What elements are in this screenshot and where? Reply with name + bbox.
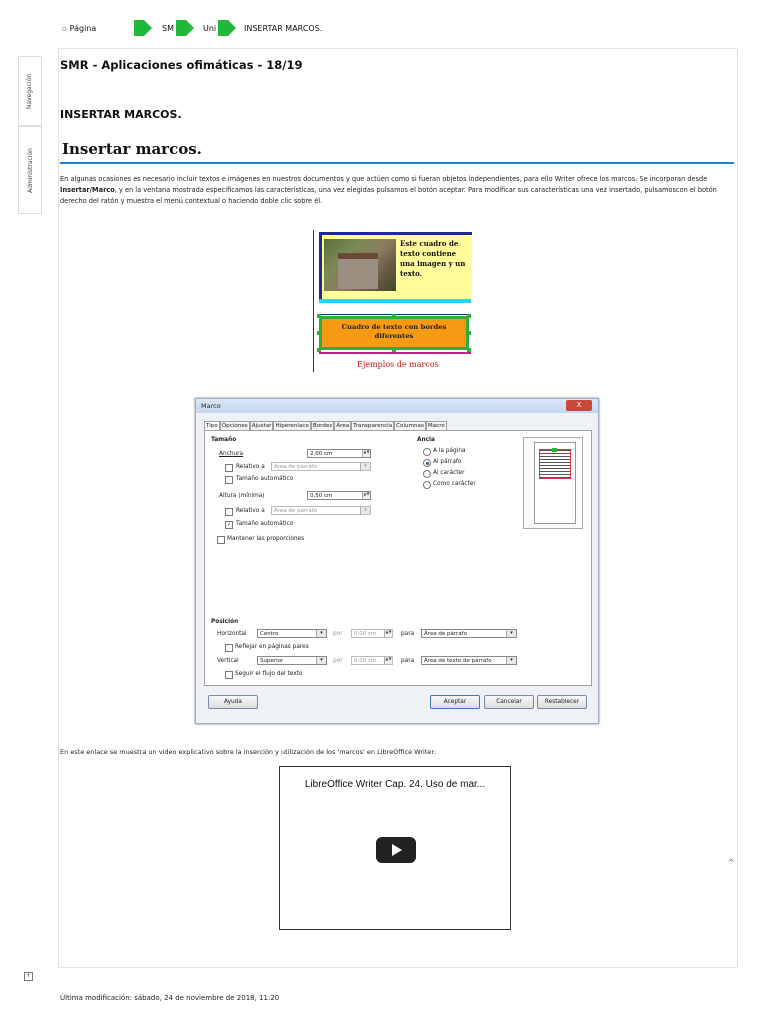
spinner-icon: ▲▼ xyxy=(362,450,370,457)
intro-text-2: , y en la ventana mostrada especificamos las características, una vez elegidas pulsamos el botón aceptar. Para modificar sus características una vez insertado, pulsamoscon el botón derecho del ratón y muestra el menú contextual o haciendo doble clic sobre él. xyxy=(60,186,717,205)
dialog-tab-ajustar: Ajustar xyxy=(251,423,272,429)
chevron-down-icon: ▾ xyxy=(360,507,370,514)
top-frame-text: Este cuadro de texto contiene una imagen y un texto. xyxy=(400,239,466,278)
relative2-select xyxy=(271,506,371,515)
tab-administracion-label: Administración xyxy=(26,147,34,193)
tab-navegacion[interactable] xyxy=(18,56,42,126)
frames-example-image xyxy=(313,230,473,375)
breadcrumb-overlay xyxy=(62,18,362,38)
horizontal-value: Centro xyxy=(260,631,279,637)
resize-handle xyxy=(467,331,471,335)
mirror-checkbox xyxy=(225,644,233,652)
dialog-tab-opciones: Opciones xyxy=(221,423,248,429)
relative-select xyxy=(271,462,371,471)
anchor-option-page: A la página xyxy=(433,448,466,454)
relative-checkbox xyxy=(225,464,233,472)
follow-flow-checkbox xyxy=(225,671,233,679)
frame-preview xyxy=(523,437,583,529)
resize-handle xyxy=(467,314,471,318)
dialog-tabs xyxy=(204,421,447,430)
relative-value: Área de párrafo xyxy=(274,464,317,470)
anchor-radio-char xyxy=(423,470,431,478)
breadcrumb-current: INSERTAR MARCOS. xyxy=(244,24,323,33)
dialog-tab-macro: Macro xyxy=(427,423,445,429)
dialog-tab-columnas: Columnas xyxy=(396,423,424,429)
dialog-titlebar xyxy=(196,399,598,413)
cyan-border xyxy=(319,299,471,303)
dialog-tab-hiperenlace: Hiperenlace xyxy=(275,423,309,429)
breadcrumb-arrow-icon xyxy=(218,20,236,39)
width-label: Anchura xyxy=(219,451,244,457)
dialog-panel xyxy=(204,430,592,686)
follow-flow-label: Seguir el flujo del texto xyxy=(235,671,303,677)
anchor-radio-paragraph xyxy=(423,459,431,467)
video-intro-text: En este enlace se muestra un video explicativo sobre la inserción y utilización de los 'marcos' en LibreOffice Writer: xyxy=(60,748,437,756)
dialog-tab-tipo: Tipo xyxy=(206,423,218,429)
ok-button: Aceptar xyxy=(430,695,480,709)
house-photo xyxy=(324,239,396,291)
vertical-value: Superior xyxy=(260,658,284,664)
breadcrumb-item-sm-link[interactable]: SM xyxy=(162,24,174,33)
anchor-radio-page xyxy=(423,448,431,456)
auto-size-label: Tamaño automático xyxy=(236,476,294,482)
chevron-down-icon: ▾ xyxy=(316,657,326,664)
breadcrumb-item-home[interactable] xyxy=(62,24,96,33)
cancel-button: Cancelar xyxy=(484,695,534,709)
width-field xyxy=(307,449,371,458)
resize-handle xyxy=(317,331,321,335)
to-value-v: Área de texto de párrafo xyxy=(424,658,492,664)
dialog-tab-bordes: Bordes xyxy=(312,423,333,429)
resize-handle xyxy=(317,348,321,352)
dialog-tab-transparencia: Transparencia xyxy=(353,423,393,429)
position-section-label: Posición xyxy=(211,619,239,625)
breadcrumb-arrow-icon xyxy=(134,20,152,39)
last-modified: Última modificación: sábado, 24 de noviembre de 2018, 11:20 xyxy=(60,994,280,1002)
help-button: Ayuda xyxy=(208,695,258,709)
chevron-down-icon: ▾ xyxy=(360,463,370,470)
anchor-option-as-char: Como carácter xyxy=(433,481,476,487)
mirror-label: Reflejar en páginas pares xyxy=(235,644,309,650)
video-title[interactable]: LibreOffice Writer Cap. 24. Uso de mar... xyxy=(304,779,486,790)
by2-value: 0,00 cm xyxy=(354,658,377,664)
horizontal-label: Horizontal xyxy=(217,631,247,637)
vertical-select xyxy=(257,656,327,665)
by2-field xyxy=(351,656,393,665)
width-value: 2,00 cm xyxy=(310,451,333,457)
intro-text-1: En algunas ocasiones es necesario incluir textos e imágenes en nuestros documentos y que actúen como si fueran objetos independientes, para ello Writer ofrece los marcos. Se incorporan desde xyxy=(60,175,708,183)
dialog-title: Marco xyxy=(201,402,221,410)
tab-navegacion-label: Navegación xyxy=(26,73,34,109)
height-value: 0,50 cm xyxy=(310,493,333,499)
page-label: INSERTAR MARCOS. xyxy=(60,108,182,121)
relative-label: Relativo a xyxy=(236,464,265,470)
by-field xyxy=(351,629,393,638)
keep-ratio-label: Mantener las proporciones xyxy=(227,536,305,542)
page-heading: Insertar marcos. xyxy=(62,140,202,158)
margin-line xyxy=(313,230,314,372)
close-icon: X xyxy=(566,400,592,411)
embedded-video[interactable] xyxy=(279,766,511,930)
intro-paragraph xyxy=(60,174,734,207)
height-label: Altura (mínima) xyxy=(219,493,265,499)
vertical-label: Vertical xyxy=(217,658,239,664)
relative2-label: Relativo a xyxy=(236,508,265,514)
by2-label: por xyxy=(333,658,343,664)
breadcrumb-arrow-icon xyxy=(176,20,194,39)
horizontal-select xyxy=(257,629,327,638)
breadcrumb-item-uni-link[interactable]: Uni xyxy=(203,24,217,33)
dialog-tab-area: Área xyxy=(336,423,350,429)
anchor-option-paragraph: Al párrafo xyxy=(433,459,462,465)
to-select-v xyxy=(421,656,517,665)
home-icon: ⌂ xyxy=(62,24,68,33)
spinner-icon: ▲▼ xyxy=(384,630,392,637)
intro-bold: Insertar/Marco xyxy=(60,186,115,194)
chevron-down-icon: ▾ xyxy=(316,630,326,637)
bordered-frame xyxy=(319,316,469,350)
anchor-radio-as-char xyxy=(423,481,431,489)
expand-icon[interactable]: + xyxy=(25,972,32,979)
resize-handle xyxy=(392,348,396,352)
chevron-down-icon: ▾ xyxy=(506,657,516,664)
scroll-up-icon[interactable]: ^ xyxy=(728,858,735,867)
reset-button: Restablecer xyxy=(537,695,587,709)
size-section-label: Tamaño xyxy=(211,437,237,443)
by-label: por xyxy=(333,631,343,637)
to-label-v: para xyxy=(401,658,415,664)
breadcrumb-label-pagina: Página xyxy=(69,24,97,33)
chevron-down-icon: ▾ xyxy=(506,630,516,637)
marco-dialog-image xyxy=(195,398,599,724)
play-icon[interactable] xyxy=(376,837,416,863)
keep-ratio-checkbox xyxy=(217,536,225,544)
relative2-checkbox xyxy=(225,508,233,516)
anchor-option-char: Al carácter xyxy=(433,470,465,476)
to-select-h xyxy=(421,629,517,638)
auto-size2-checkbox: ✓ xyxy=(226,522,232,528)
resize-handle xyxy=(392,314,396,318)
relative2-value: Área de párrafo xyxy=(274,508,317,514)
heading-divider xyxy=(60,162,734,164)
anchor-section-label: Ancla xyxy=(417,437,435,443)
resize-handle xyxy=(317,314,321,318)
image-text-frame xyxy=(319,232,472,300)
spinner-icon: ▲▼ xyxy=(362,492,370,499)
tab-administracion[interactable] xyxy=(18,126,42,214)
to-value-h: Área de párrafo xyxy=(424,631,467,637)
height-field xyxy=(307,491,371,500)
frame-border-line-magenta xyxy=(319,352,471,354)
course-title: SMR - Aplicaciones ofimáticas - 18/19 xyxy=(60,58,303,72)
auto-size-checkbox xyxy=(225,476,233,484)
spinner-icon: ▲▼ xyxy=(384,657,392,664)
bottom-frame-text: Cuadro de texto con bordes diferentes xyxy=(341,323,447,340)
by-value: 0,00 cm xyxy=(354,631,377,637)
resize-handle xyxy=(467,348,471,352)
to-label-h: para xyxy=(401,631,415,637)
figure-caption: Ejemplos de marcos xyxy=(357,360,439,369)
auto-size2-label: Tamaño automático xyxy=(236,521,294,527)
